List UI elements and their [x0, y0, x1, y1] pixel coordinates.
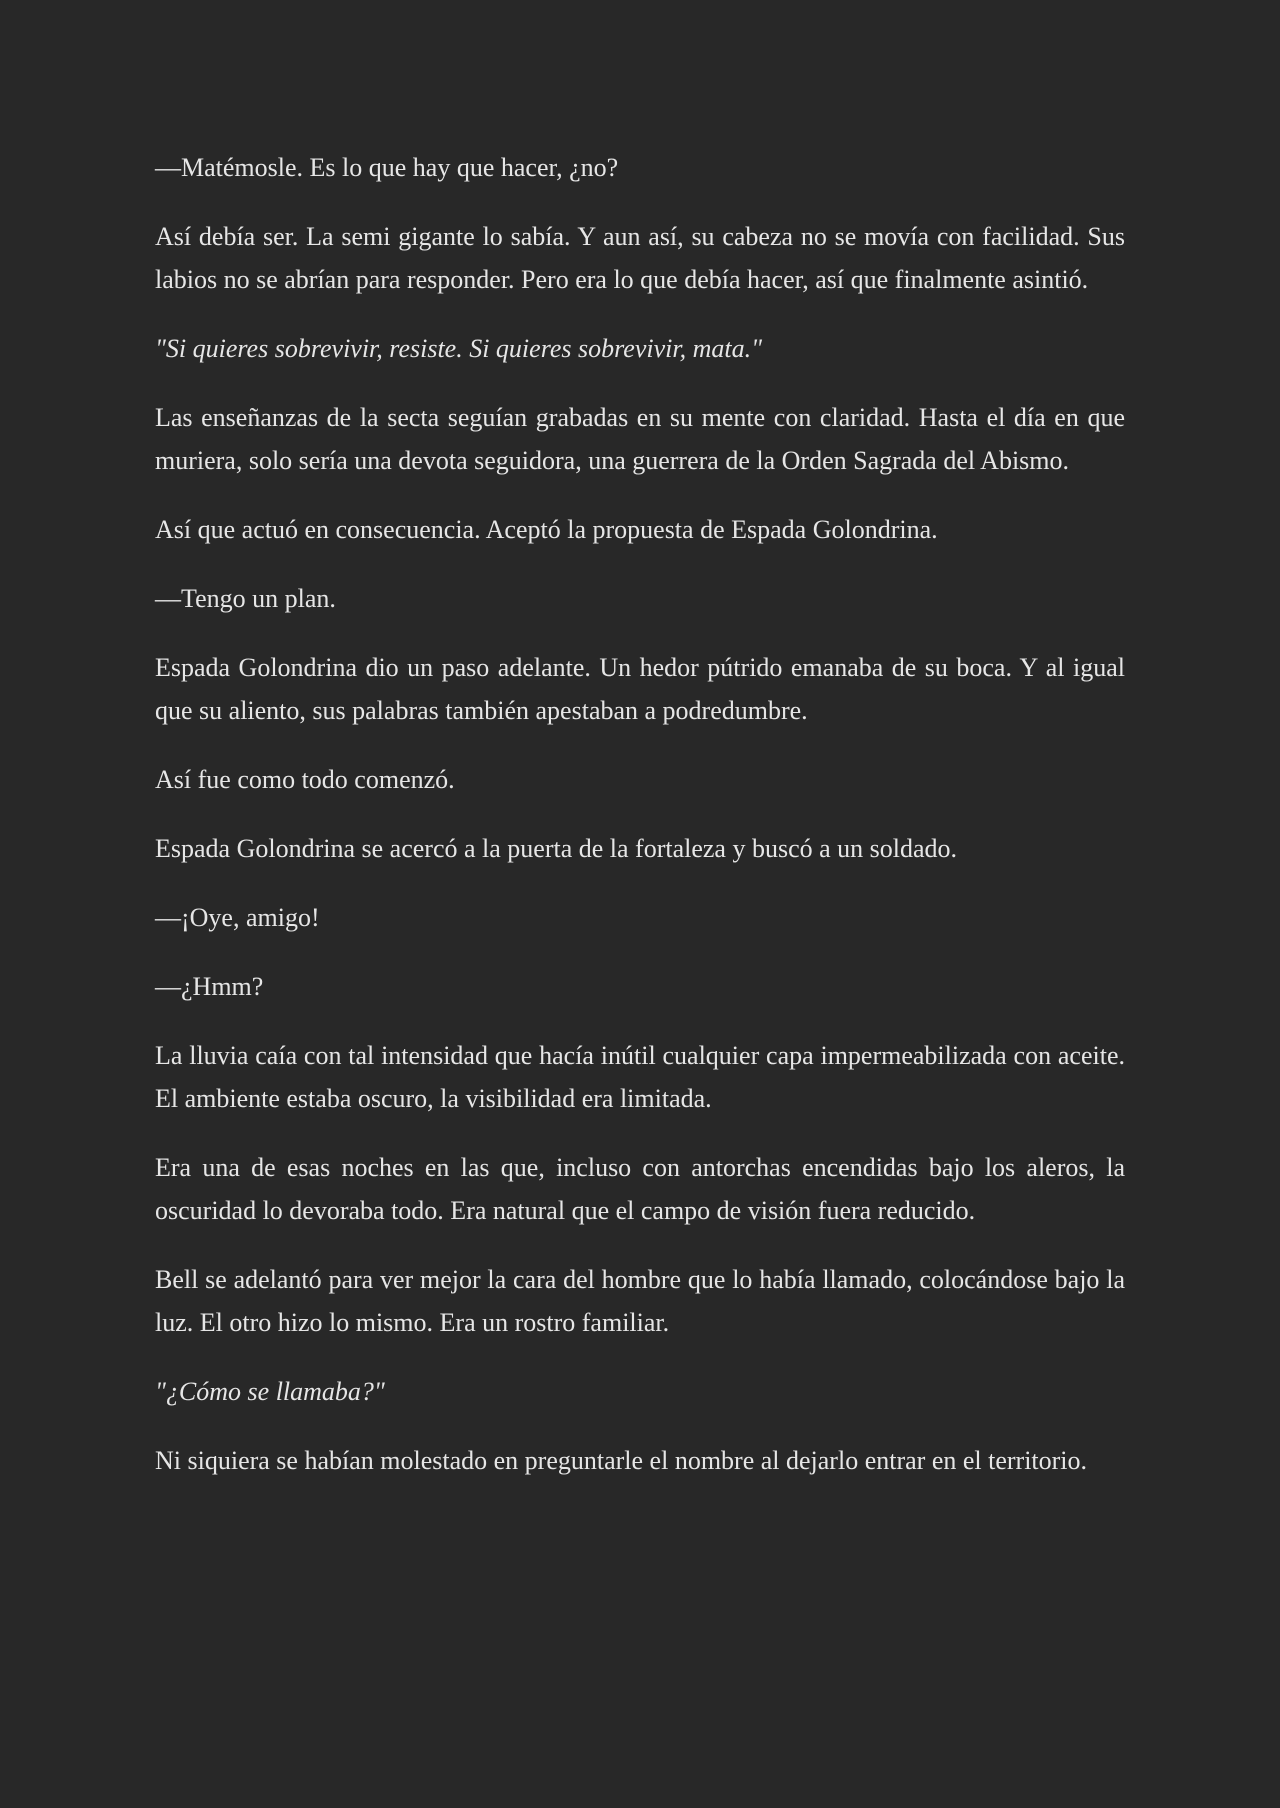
- paragraph: Ni siquiera se habían molestado en preguntarle el nombre al dejarlo entrar en el territorio.: [155, 1446, 1088, 1475]
- paragraph: Bell se adelantó para ver mejor la cara del hombre que lo había llamado, colocándose bajo la luz. El otro hizo lo mismo. Era un rostro familiar.: [155, 1265, 1125, 1337]
- paragraph: Las enseñanzas de la secta seguían grabadas en su mente con claridad. Hasta el día en que muriera, solo sería una devota seguidora, una guerrera de la Orden Sagrada del Abismo.: [155, 403, 1125, 475]
- paragraph: —¿Hmm?: [155, 972, 264, 1001]
- paragraph: Así que actuó en consecuencia. Aceptó la propuesta de Espada Golondrina.: [155, 515, 938, 544]
- chapter-text: [155, 146, 1125, 1508]
- paragraph: Así fue como todo comenzó.: [155, 765, 455, 794]
- thought-paragraph: "Si quieres sobrevivir, resiste. Si quieres sobrevivir, mata.": [155, 334, 763, 363]
- paragraph: Así debía ser. La semi gigante lo sabía. Y aun así, su cabeza no se movía con facilidad. Sus labios no se abrían para responder. Pero era lo que debía hacer, así que finalmente asintió.: [155, 222, 1125, 294]
- paragraph: La lluvia caía con tal intensidad que hacía inútil cualquier capa impermeabilizada con aceite. El ambiente estaba oscuro, la visibilidad era limitada.: [155, 1041, 1125, 1113]
- paragraph: Era una de esas noches en las que, incluso con antorchas encendidas bajo los aleros, la oscuridad lo devoraba todo. Era natural que el campo de visión fuera reducido.: [155, 1153, 1125, 1225]
- paragraph: —Tengo un plan.: [155, 584, 336, 613]
- paragraph: —Matémosle. Es lo que hay que hacer, ¿no?: [155, 153, 619, 182]
- paragraph: Espada Golondrina dio un paso adelante. Un hedor pútrido emanaba de su boca. Y al igual que su aliento, sus palabras también apestaban a podredumbre.: [155, 653, 1125, 725]
- thought-paragraph: "¿Cómo se llamaba?": [155, 1377, 385, 1406]
- paragraph: —¡Oye, amigo!: [155, 903, 320, 932]
- paragraph: Espada Golondrina se acercó a la puerta de la fortaleza y buscó a un soldado.: [155, 834, 958, 863]
